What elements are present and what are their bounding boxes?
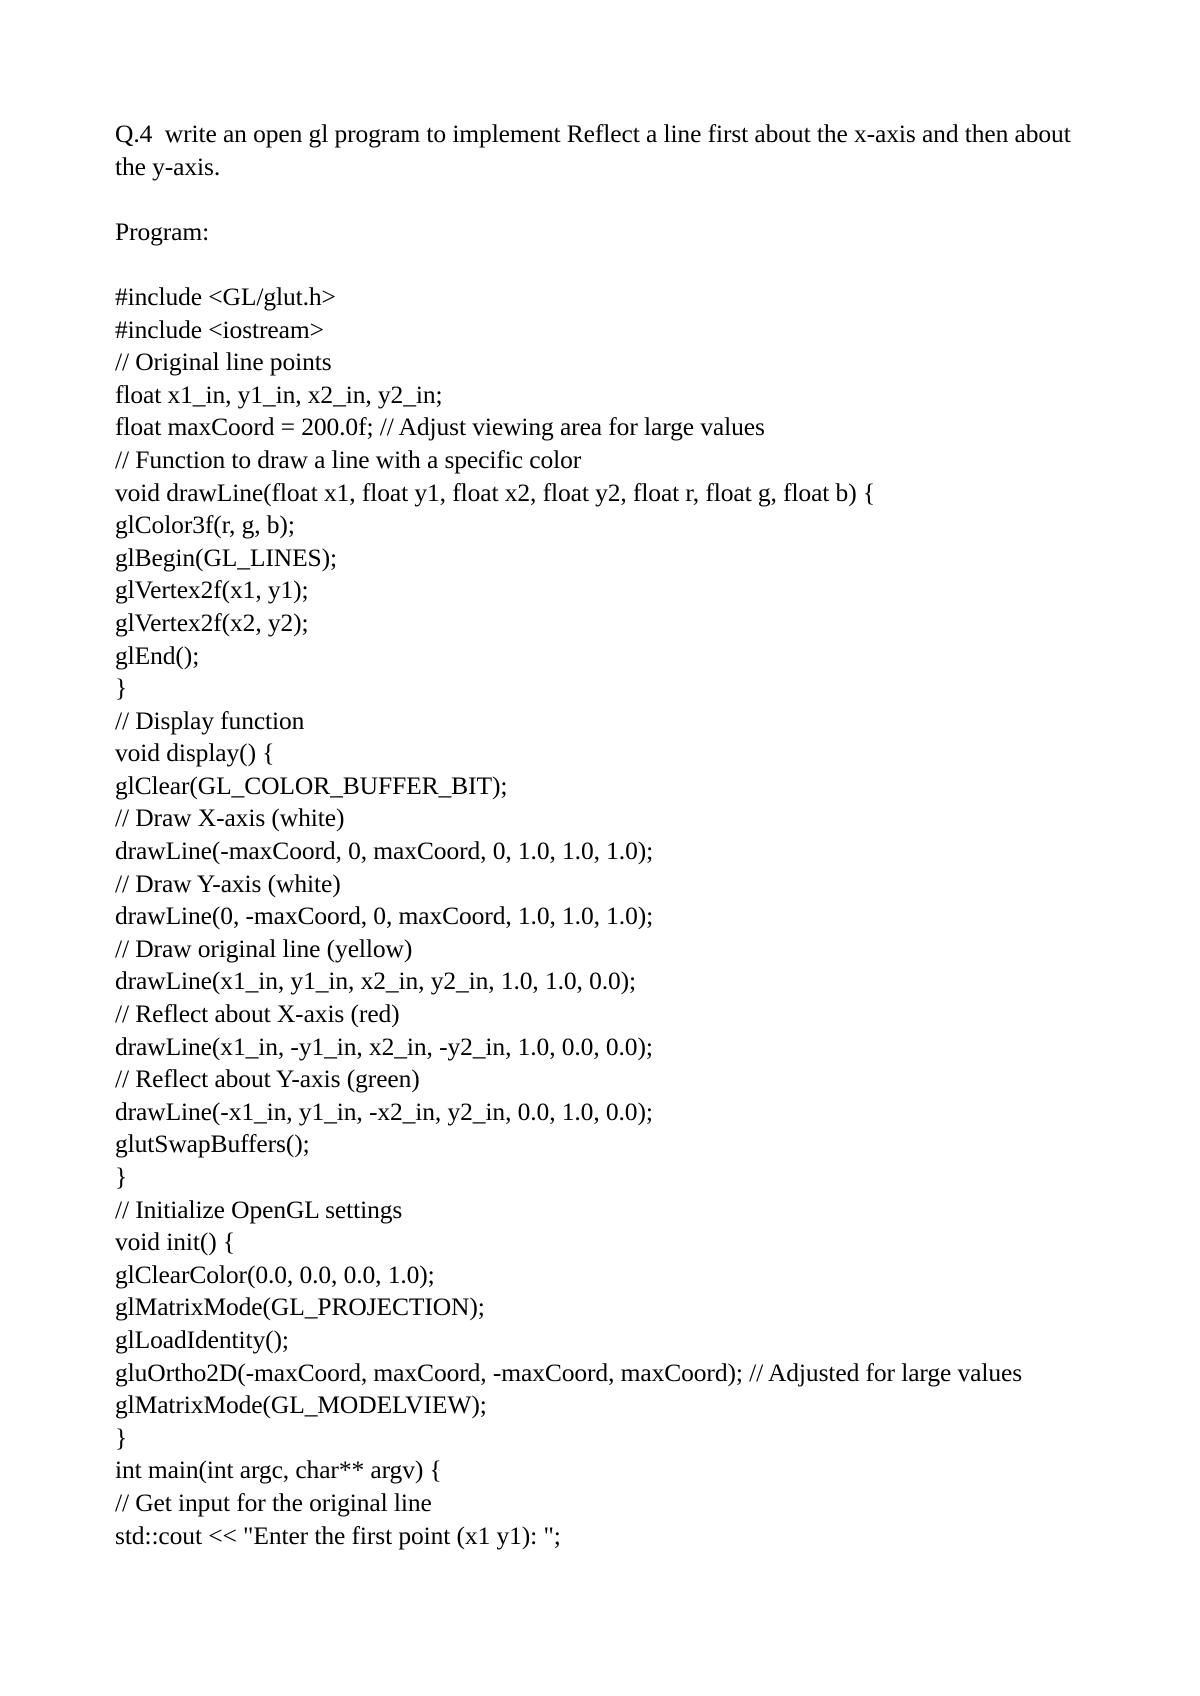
code-line: // Initialize OpenGL settings <box>115 1194 403 1224</box>
code-line: // Get input for the original line <box>115 1487 432 1517</box>
program-label: Program: <box>115 216 210 246</box>
code-line: glMatrixMode(GL_MODELVIEW); <box>115 1390 487 1420</box>
code-line: gluOrtho2D(-maxCoord, maxCoord, -maxCoord, maxCoord); // Adjusted for large values <box>115 1357 1023 1387</box>
code-line: glVertex2f(x1, y1); <box>115 575 309 605</box>
code-line: drawLine(x1_in, y1_in, x2_in, y2_in, 1.0, 1.0, 0.0); <box>115 966 637 996</box>
code-line: glBegin(GL_LINES); <box>115 542 337 572</box>
code-line: void display() { <box>115 738 275 768</box>
spacer <box>115 248 1095 281</box>
code-line: // Draw X-axis (white) <box>115 803 345 833</box>
code-line: float maxCoord = 200.0f; // Adjust viewing area for large values <box>115 412 765 442</box>
code-line: glColor3f(r, g, b); <box>115 510 295 540</box>
code-line: // Draw Y-axis (white) <box>115 868 341 898</box>
code-line: // Reflect about Y-axis (green) <box>115 1064 420 1094</box>
spacer <box>115 183 1095 216</box>
code-line: glMatrixMode(GL_PROJECTION); <box>115 1292 485 1322</box>
code-line: drawLine(-x1_in, y1_in, -x2_in, y2_in, 0.0, 1.0, 0.0); <box>115 1096 653 1126</box>
code-line: glVertex2f(x2, y2); <box>115 607 309 637</box>
code-line: drawLine(-maxCoord, 0, maxCoord, 0, 1.0, 1.0, 1.0); <box>115 836 654 866</box>
code-line: // Reflect about X-axis (red) <box>115 999 400 1029</box>
code-line: #include <iostream> <box>115 314 324 344</box>
code-line: glEnd(); <box>115 640 200 670</box>
code-line: void drawLine(float x1, float y1, float x2, float y2, float r, float g, float b) { <box>115 477 876 507</box>
code-line: glClearColor(0.0, 0.0, 0.0, 1.0); <box>115 1259 435 1289</box>
code-line: std::cout << "Enter the first point (x1 y1): "; <box>115 1520 561 1550</box>
code-line: // Draw original line (yellow) <box>115 933 413 963</box>
code-line: int main(int argc, char** argv) { <box>115 1455 442 1485</box>
code-line: drawLine(x1_in, -y1_in, x2_in, -y2_in, 1.0, 0.0, 0.0); <box>115 1031 653 1061</box>
code-line: // Function to draw a line with a specific color <box>115 444 582 474</box>
document-content <box>115 118 1095 1552</box>
code-line: // Display function <box>115 705 305 735</box>
question-text: Q.4 write an open gl program to implement Reflect a line first about the x-axis and then about the y-axis. <box>115 119 1077 181</box>
code-line: } <box>115 673 128 703</box>
code-line: float x1_in, y1_in, x2_in, y2_in; <box>115 379 443 409</box>
code-line: drawLine(0, -maxCoord, 0, maxCoord, 1.0, 1.0, 1.0); <box>115 901 654 931</box>
code-line: void init() { <box>115 1227 236 1257</box>
code-line: // Original line points <box>115 347 332 377</box>
code-line: } <box>115 1422 128 1452</box>
code-line: glLoadIdentity(); <box>115 1324 289 1354</box>
code-line: glutSwapBuffers(); <box>115 1129 310 1159</box>
code-line: glClear(GL_COLOR_BUFFER_BIT); <box>115 770 508 800</box>
code-line: #include <GL/glut.h> <box>115 281 336 311</box>
code-line: } <box>115 1162 128 1191</box>
